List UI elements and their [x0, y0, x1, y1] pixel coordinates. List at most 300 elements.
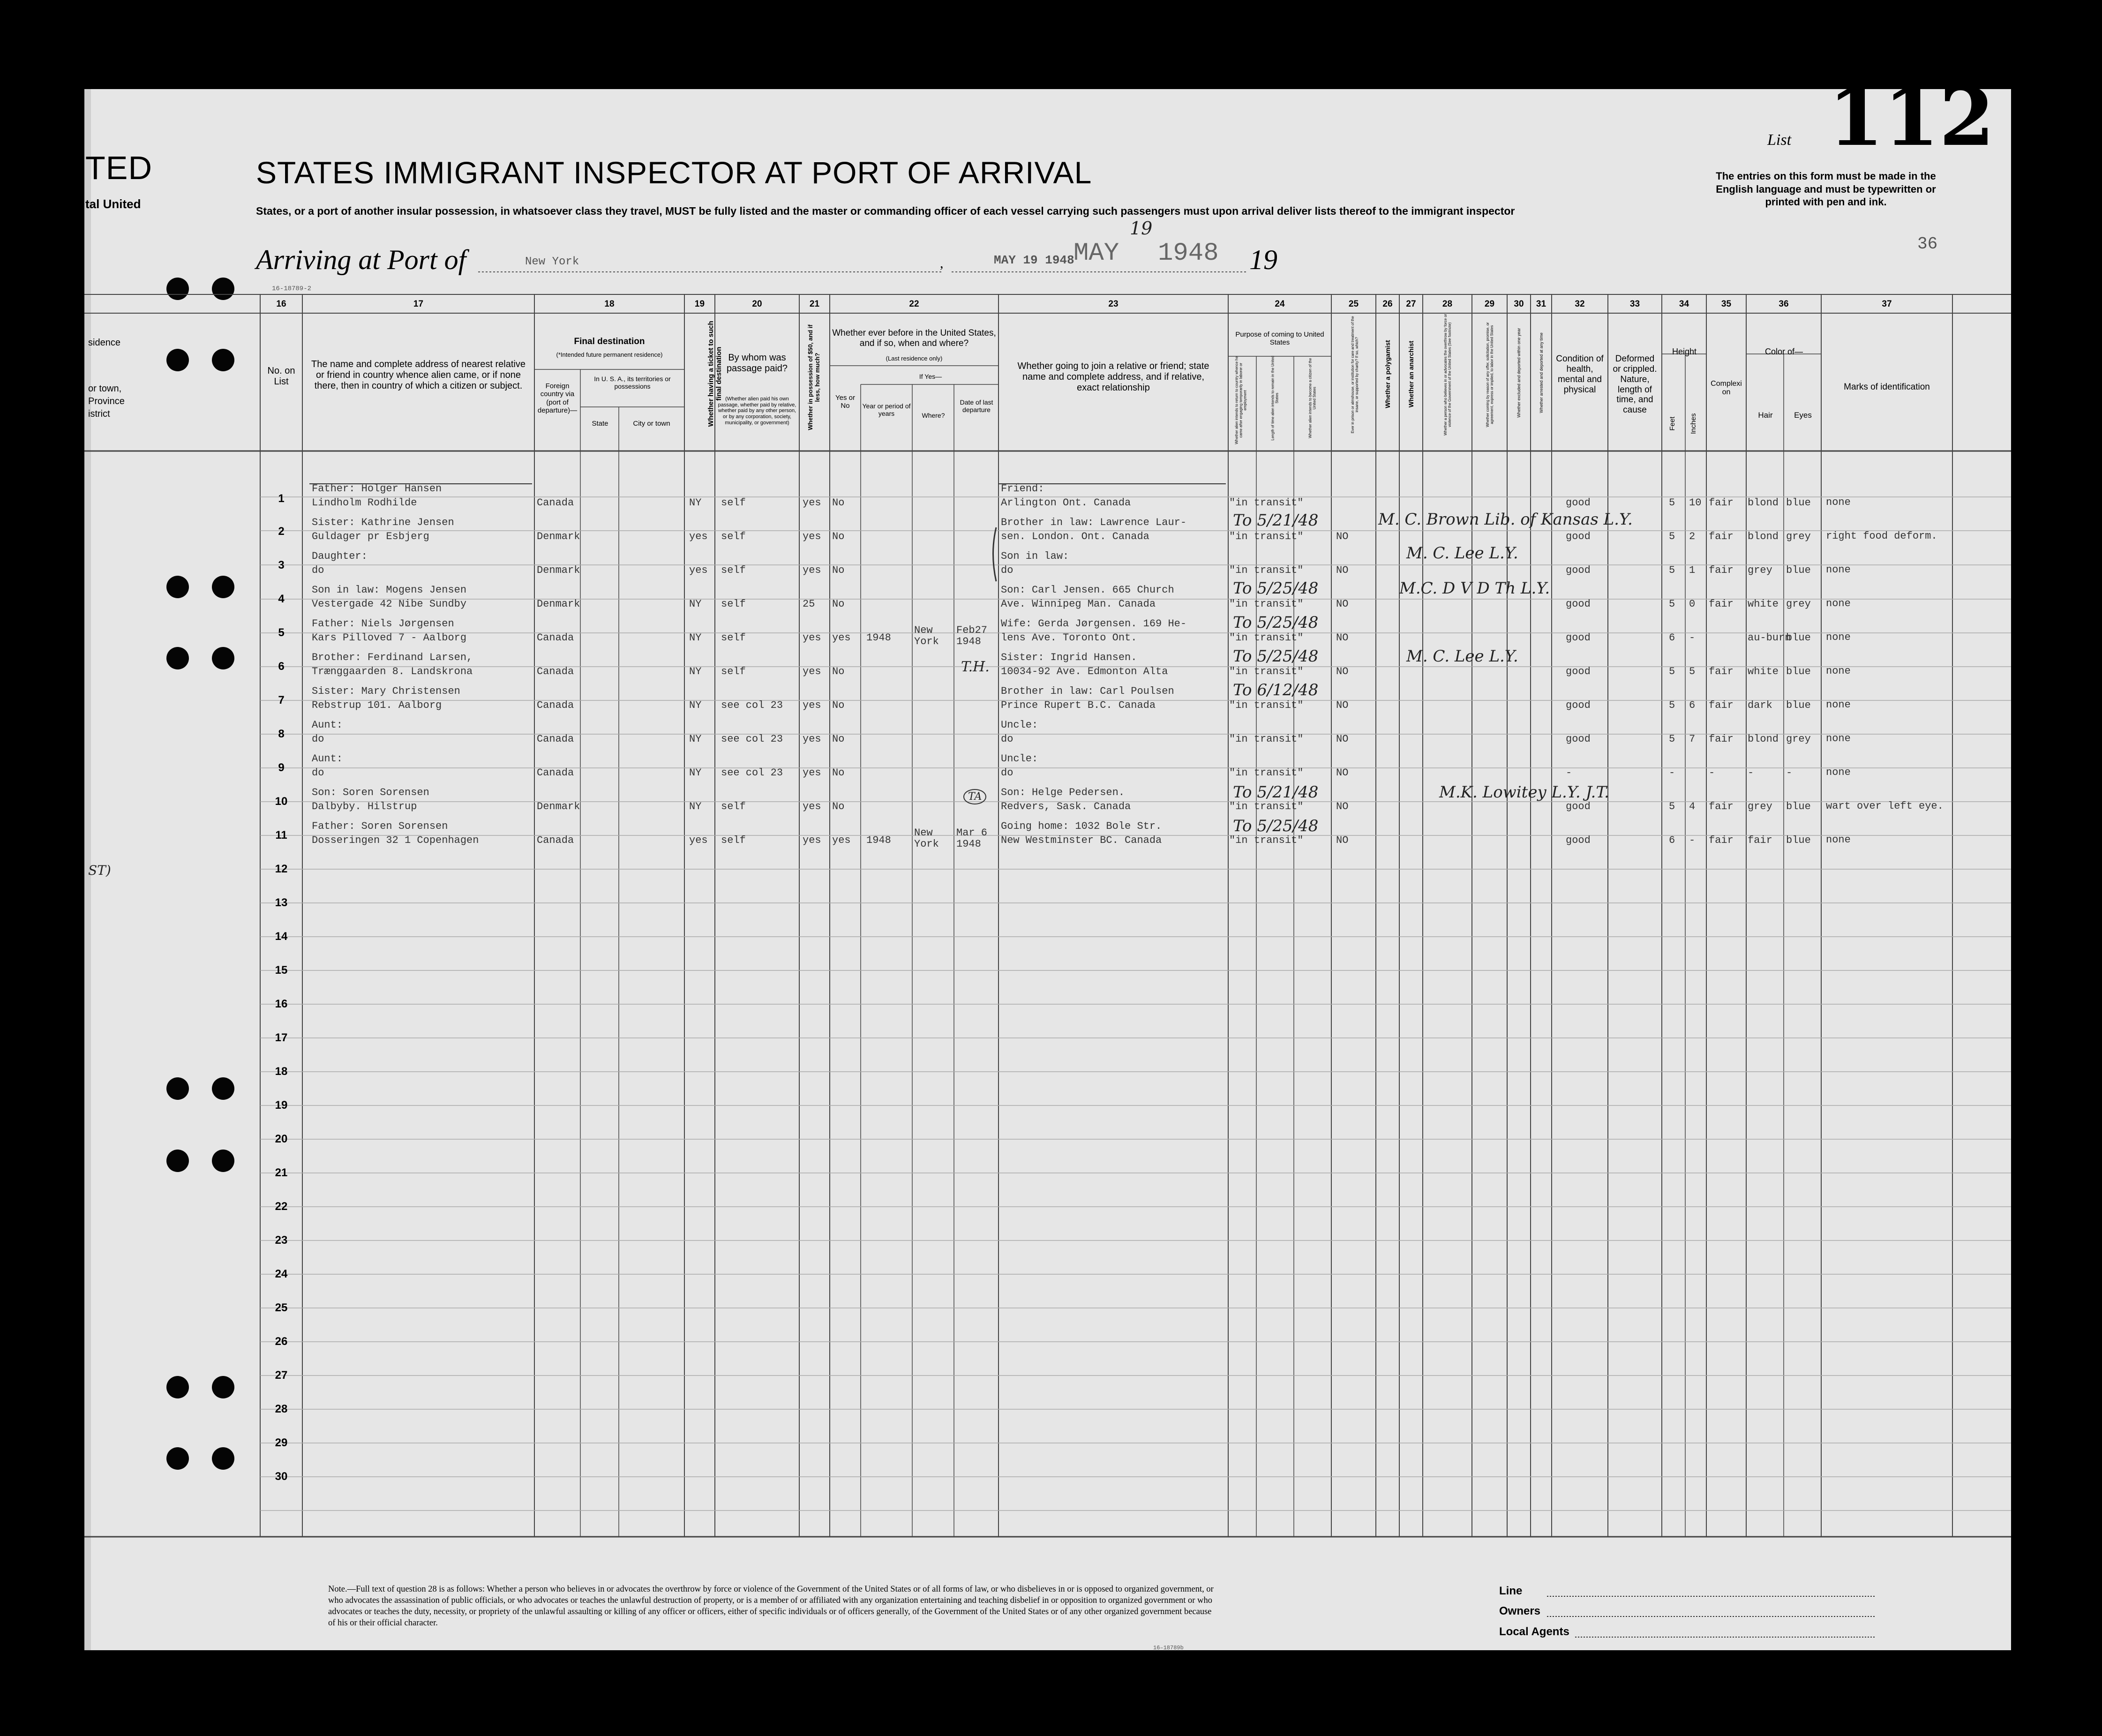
cell-relative-1: Son in law: Mogens Jensen: [312, 584, 467, 596]
port-comma: ,: [940, 256, 944, 271]
cell-marks: none: [1826, 631, 1851, 643]
inspection-note: TA: [963, 789, 986, 804]
header-if-yes: If Yes—: [919, 373, 942, 380]
cell-relative-2: do: [312, 767, 324, 779]
cell-join-2: do: [1001, 767, 1013, 779]
cell-relative-1: Father: Holger Hansen: [312, 483, 442, 495]
date-stamp-large: MAY: [1074, 239, 1119, 268]
cell-join-1: Son: Carl Jensen. 665 Church: [1001, 584, 1174, 596]
cell-inches: 4: [1689, 801, 1696, 812]
cell-eyes: blue: [1786, 632, 1811, 644]
footer-agents-label: Local Agents: [1499, 1625, 1569, 1638]
cell-feet: 6: [1669, 834, 1675, 846]
cell-complexion: fair: [1709, 497, 1734, 509]
cell-relative-2: do: [312, 733, 324, 745]
col-number: 31: [1536, 299, 1546, 309]
cell-cash: yes: [803, 801, 821, 812]
date-year: 1948: [1158, 239, 1219, 268]
cell-relative-2: Lindholm Rodhilde: [312, 497, 417, 509]
cell-join-2: 10034-92 Ave. Edmonton Alta: [1001, 666, 1168, 677]
cell-foreign: Denmark: [537, 531, 580, 542]
cell-complexion: fair: [1709, 666, 1734, 677]
list-number: 112: [1828, 70, 1995, 164]
cell-purpose: "in transit": [1229, 632, 1304, 644]
cell-feet: 5: [1669, 801, 1675, 812]
cell-feet: 6: [1669, 632, 1675, 644]
header-final-destination-note: (*Intended future permanent residence): [556, 351, 663, 358]
cell-before: No: [832, 598, 845, 610]
cell-inches: 5: [1689, 666, 1696, 677]
col-number: 17: [413, 299, 424, 309]
cell-paid: self: [721, 497, 746, 509]
header-purpose-sub: Whether alien intends to become a citizen of the United States: [1308, 358, 1317, 438]
cell-complexion: fair: [1709, 598, 1734, 610]
header-height: Height: [1672, 347, 1697, 356]
header-in-usa: In U. S. A., its territories or possessions: [594, 375, 671, 391]
cell-feet: 5: [1669, 666, 1675, 677]
cell-ticket: NY: [689, 632, 702, 644]
cell-marks: none: [1826, 564, 1851, 576]
header-ever-before: Whether ever before in the United States, and if so, when and where?: [832, 328, 996, 348]
col-number: 18: [604, 299, 615, 309]
cell-relative-1: Son: Soren Sorensen: [312, 787, 429, 798]
header-purpose-sub: Length of time alien intends to remain in the United States: [1270, 355, 1279, 441]
header-col30: Whether excluded and deported within one year: [1516, 328, 1521, 418]
cell-relative-1: Aunt:: [312, 753, 343, 765]
cell-complexion: fair: [1709, 801, 1734, 812]
cell-cash: yes: [803, 699, 821, 711]
row-number: 5: [278, 626, 285, 639]
cell-condition: good: [1566, 801, 1591, 812]
cell-condition: good: [1566, 598, 1591, 610]
cell-join-1: Uncle:: [1001, 753, 1038, 765]
header-final-destination: Final destination: [574, 337, 645, 346]
col-number: 24: [1275, 299, 1285, 309]
row-number: 16: [275, 998, 288, 1010]
cell-join-2: do: [1001, 733, 1013, 745]
page-number: 36: [1917, 234, 1938, 254]
left-fragment-heading: TED: [85, 150, 152, 186]
header-city: City or town: [633, 420, 670, 428]
cell-before: yes: [832, 632, 851, 644]
row-number: 21: [275, 1166, 288, 1179]
cell-hair: au-burn: [1748, 632, 1791, 644]
header-eyes: Eyes: [1794, 411, 1812, 420]
cell-purpose: "in transit": [1229, 834, 1304, 846]
footer-owners-label: Owners: [1499, 1605, 1541, 1617]
row-number: 28: [275, 1403, 288, 1415]
date-hand-day: 19: [1130, 218, 1153, 239]
cell-foreign: Canada: [537, 699, 574, 711]
cell-marks: none: [1826, 665, 1851, 677]
row-number: 19: [275, 1099, 288, 1112]
cell-paid: self: [721, 834, 746, 846]
inspection-note: To 5/25/48: [1233, 647, 1319, 666]
cell-purpose: "in transit": [1229, 564, 1304, 576]
cell-join-2: lens Ave. Toronto Ont.: [1001, 632, 1137, 644]
cell-hair: fair: [1748, 834, 1772, 846]
cell-complexion: fair: [1709, 531, 1734, 542]
cell-hair: -: [1748, 767, 1754, 779]
cell-ticket: NY: [689, 767, 702, 779]
cell-join-2: sen. London. Ont. Canada: [1001, 531, 1149, 542]
cell-marks: none: [1826, 496, 1851, 508]
cell-marks: none: [1826, 733, 1851, 744]
cell-ticket: yes: [689, 564, 708, 576]
row-number: 25: [275, 1301, 288, 1314]
header-condition: Condition of health, mental and physical: [1556, 354, 1604, 395]
cell-join-2: Redvers, Sask. Canada: [1001, 801, 1131, 812]
cell-paid: see col 23: [721, 699, 783, 711]
cell-q25: NO: [1336, 767, 1349, 779]
cell-inches: -: [1689, 632, 1696, 644]
cell-condition: good: [1566, 632, 1591, 644]
row-number: 15: [275, 964, 288, 977]
header-hair: Hair: [1758, 411, 1773, 420]
cell-before: No: [832, 497, 845, 509]
cell-complexion: -: [1709, 767, 1715, 779]
cell-cash: yes: [803, 767, 821, 779]
cell-inches: 1: [1689, 564, 1696, 576]
header-col31: Whether arrested and deported at any time: [1539, 332, 1544, 413]
inspection-note: To 5/21/48: [1233, 783, 1319, 802]
cell-foreign: Canada: [537, 733, 574, 745]
inspection-note: To 6/12/48: [1233, 681, 1319, 699]
cell-join-1: Brother in law: Carl Poulsen: [1001, 685, 1174, 697]
cell-relative-2: Dalbyby. Hilstrup: [312, 801, 417, 812]
cell-purpose: "in transit": [1229, 666, 1304, 677]
cell-marks: none: [1826, 834, 1851, 846]
cell-eyes: blue: [1786, 834, 1811, 846]
cell-before: No: [832, 767, 845, 779]
header-complexion: Complexion: [1711, 380, 1742, 397]
cell-eyes: grey: [1786, 598, 1811, 610]
cell-year: 1948: [866, 834, 891, 846]
row-number: 24: [275, 1268, 288, 1280]
cell-before: No: [832, 666, 845, 677]
cell-join-1: Uncle:: [1001, 719, 1038, 731]
english-instructions: The entries on this form must be made in the English language and must be typewritten or printed with pen and ink.: [1716, 170, 1936, 208]
cell-foreign: Canada: [537, 666, 574, 677]
cell-feet: 5: [1669, 699, 1675, 711]
col-number: 36: [1779, 299, 1789, 309]
cell-q25: NO: [1336, 801, 1349, 812]
cell-relative-1: Aunt:: [312, 719, 343, 731]
cell-relative-2: Trænggaarden 8. Landskrona: [312, 666, 473, 677]
col-number: 21: [809, 299, 820, 309]
cell-before: No: [832, 733, 845, 745]
cell-paid: self: [721, 666, 746, 677]
cell-relative-2: Kars Pilloved 7 - Aalborg: [312, 632, 467, 644]
header-polygamist: Whether a polygamist: [1383, 340, 1391, 408]
footer-note: Note.—Full text of question 28 is as follows: Whether a person who believes in or advocates the overthrow by force or violence of the Government of the United States or of all forms of law, or who disbelieves in or is opposed to organized government, or who advocates the assassination of public officials, or who advocates or teaches the unlawful destruction of property, or is a member of or affiliated with any organization entertaining and teaching disbelief in or opposition to organized government or who advocates or teaches the duty, necessity, or propriety of the unlawful assaulting or killing of any officer or officers, either of specific individuals or of officers generally, of the Government of the United States or of any other organized government because of his or their official character.: [328, 1585, 1214, 1628]
cell-hair: blond: [1748, 497, 1779, 509]
row-number: 18: [275, 1065, 288, 1078]
row-number: 10: [275, 795, 288, 808]
col-number: 26: [1382, 299, 1393, 309]
cell-join-2: Ave. Winnipeg Man. Canada: [1001, 598, 1156, 610]
header-col29: Whether coming by reason of any offer, solicitation, promise, or agreement, express or implied, to labor in the United States: [1485, 322, 1494, 427]
row-number: 22: [275, 1200, 288, 1213]
row-number: 30: [275, 1470, 288, 1483]
cell-complexion: fair: [1709, 699, 1734, 711]
cell-before: No: [832, 699, 845, 711]
cell-join-1: Wife: Gerda Jørgensen. 169 He-: [1001, 618, 1187, 630]
cell-hair: blond: [1748, 733, 1779, 745]
header-anarchist: Whether an anarchist: [1407, 340, 1415, 408]
cell-q25: NO: [1336, 564, 1349, 576]
cell-relative-1: Father: Niels Jørgensen: [312, 618, 454, 630]
header-ticket: Whether having a ticket to such final destination: [706, 321, 723, 427]
cell-cash: yes: [803, 733, 821, 745]
cell-condition: good: [1566, 497, 1591, 509]
cell-q25: NO: [1336, 834, 1349, 846]
cell-feet: 5: [1669, 564, 1675, 576]
cell-before: No: [832, 801, 845, 812]
header-deformed: Deformed or crippled. Nature, length of time, and cause: [1613, 354, 1657, 415]
cell-relative-2: Vestergade 42 Nibe Sundby: [312, 598, 467, 610]
header-marks: Marks of identification: [1844, 382, 1930, 392]
cell-foreign: Denmark: [537, 564, 580, 576]
cell-eyes: blue: [1786, 801, 1811, 812]
cell-cash: yes: [803, 834, 821, 846]
row-number: 11: [275, 829, 287, 842]
header-foreign-country: Foreign country via (port of departure)—: [537, 382, 578, 414]
cell-hair: white: [1748, 598, 1779, 610]
cell-cash: yes: [803, 666, 821, 677]
cell-paid: self: [721, 564, 746, 576]
cell-eyes: blue: [1786, 666, 1811, 677]
cell-purpose: "in transit": [1229, 699, 1304, 711]
col-number: 28: [1442, 299, 1453, 309]
form-subtitle: States, or a port of another insular possession, in whatsoever class they travel, MUST be fully listed and the master or commanding officer of each vessel carrying such passengers must upon arrival deliver lists thereof to the immigrant inspector: [256, 205, 1515, 217]
cell-marks: none: [1826, 767, 1851, 778]
cell-cash: yes: [803, 632, 821, 644]
row-number: 8: [278, 728, 285, 740]
cell-feet: 5: [1669, 598, 1675, 610]
cell-join-1: Friend:: [1001, 483, 1044, 495]
cell-q25: NO: [1336, 632, 1349, 644]
cell-join-2: do: [1001, 564, 1013, 576]
cell-where: New York: [914, 827, 939, 850]
header-where: Where?: [922, 412, 945, 419]
cell-purpose: "in transit": [1229, 801, 1304, 812]
col-number: 29: [1484, 299, 1495, 309]
cell-relative-1: Daughter:: [312, 550, 368, 562]
cell-condition: good: [1566, 733, 1591, 745]
cell-eyes: grey: [1786, 531, 1811, 542]
cell-relative-2: do: [312, 564, 324, 576]
col-number: 27: [1406, 299, 1416, 309]
cell-condition: good: [1566, 699, 1591, 711]
cell-eyes: grey: [1786, 733, 1811, 745]
cell-before: No: [832, 564, 845, 576]
cell-inches: -: [1689, 834, 1696, 846]
cell-condition: good: [1566, 564, 1591, 576]
cell-join-1: Brother in law: Lawrence Laur-: [1001, 517, 1187, 528]
cell-inches: 10: [1689, 497, 1702, 509]
col-number: 22: [909, 299, 919, 309]
cell-relative-1: Father: Soren Sorensen: [312, 820, 448, 832]
arriving-label: Arriving at Port of: [256, 244, 466, 275]
row-number: 26: [275, 1335, 288, 1348]
cell-marks: wart over left eye.: [1826, 800, 1944, 812]
header-by-whom: By whom was passage paid?: [726, 353, 788, 374]
cell-purpose: "in transit": [1229, 531, 1304, 542]
form-code: 16-18789-2: [272, 285, 312, 293]
col-number: 37: [1882, 299, 1892, 309]
cell-inches: 6: [1689, 699, 1696, 711]
cell-eyes: blue: [1786, 497, 1811, 509]
cell-cash: yes: [803, 497, 821, 509]
cell-foreign: Canada: [537, 767, 574, 779]
inspection-note: To 5/25/48: [1233, 613, 1319, 632]
form-title: STATES IMMIGRANT INSPECTOR AT PORT OF ARRIVAL: [256, 155, 1092, 190]
header-purpose: Purpose of coming to United States: [1235, 331, 1324, 347]
cell-q25: NO: [1336, 598, 1349, 610]
left-margin-label: istrict: [88, 409, 110, 419]
cell-condition: good: [1566, 834, 1591, 846]
header-by-whom-note: (Whether alien paid his own passage, whether paid by relative, whether paid by any other person, or by any corporation, society, municipality, or government): [718, 396, 796, 426]
year-prefix: 19: [1249, 244, 1277, 275]
cell-feet: -: [1669, 767, 1675, 779]
cell-foreign: Canada: [537, 834, 574, 846]
col-number: 20: [752, 299, 762, 309]
cell-ticket: NY: [689, 598, 702, 610]
cell-paid: self: [721, 801, 746, 812]
cell-cash: 25: [803, 598, 815, 610]
cell-purpose: "in transit": [1229, 497, 1304, 509]
cell-eyes: blue: [1786, 699, 1811, 711]
col-number: 30: [1514, 299, 1524, 309]
header-color-of: Color of—: [1764, 347, 1803, 356]
cell-hair: blond: [1748, 531, 1779, 542]
row-number: 13: [275, 896, 288, 909]
inspection-note: M. C. Lee L.Y.: [1406, 647, 1518, 666]
row-number: 12: [275, 863, 288, 875]
cell-q25: NO: [1336, 699, 1349, 711]
header-col28: Whether a person who believes in or advocates the overthrow by force or violence of the Government of the United States (See footnote): [1443, 314, 1452, 436]
header-joining: Whether going to join a relative or friend; state name and complete address, and if relative, exact relationship: [1017, 361, 1209, 393]
cell-year: 1948: [866, 632, 891, 644]
cell-feet: 5: [1669, 531, 1675, 542]
cell-complexion: fair: [1709, 564, 1734, 576]
cell-relative-1: Sister: Mary Christensen: [312, 685, 460, 697]
cell-ticket: yes: [689, 834, 708, 846]
cell-foreign: Denmark: [537, 598, 580, 610]
footer-form-code: 16–18789b: [1153, 1645, 1184, 1651]
row-number: 4: [278, 593, 285, 605]
cell-relative-1: Sister: Kathrine Jensen: [312, 517, 454, 528]
cell-condition: -: [1566, 767, 1572, 779]
cell-where: New York: [914, 624, 939, 648]
cell-join-1: Going home: 1032 Bole Str.: [1001, 820, 1162, 832]
row-number: 7: [278, 694, 285, 706]
cell-hair: grey: [1748, 564, 1772, 576]
header-inches: Inches: [1689, 413, 1697, 434]
row-number: 2: [278, 525, 285, 538]
cell-before: No: [832, 531, 845, 542]
cell-paid: see col 23: [721, 767, 783, 779]
date-stamp: MAY 19 1948: [994, 253, 1074, 267]
cell-hair: grey: [1748, 801, 1772, 812]
cell-foreign: Canada: [537, 632, 574, 644]
row-number: 14: [275, 930, 288, 943]
cell-join-2: New Westminster BC. Canada: [1001, 834, 1162, 846]
cell-relative-2: Guldager pr Esbjerg: [312, 531, 429, 542]
cell-ticket: NY: [689, 801, 702, 812]
inspection-note: M. C. Brown Lib. of Kansas L.Y.: [1378, 510, 1633, 529]
cell-join-2: Prince Rupert B.C. Canada: [1001, 699, 1156, 711]
row-number: 9: [278, 761, 285, 774]
inspection-note: To 5/21/48: [1233, 511, 1319, 530]
cell-hair: white: [1748, 666, 1779, 677]
col-number: 16: [276, 299, 286, 309]
cell-purpose: "in transit": [1229, 598, 1304, 610]
header-yes-no: Yes or No: [835, 394, 855, 410]
row-number: 23: [275, 1234, 288, 1247]
cell-eyes: blue: [1786, 564, 1811, 576]
header-ever-before-note: (Last residence only): [886, 355, 943, 362]
left-margin-label: sidence: [88, 338, 120, 348]
cell-ticket: NY: [689, 497, 702, 509]
inspection-note: To 5/25/48: [1233, 817, 1319, 835]
list-label: List: [1767, 131, 1792, 149]
cell-paid: see col 23: [721, 733, 783, 745]
row-number: 17: [275, 1031, 288, 1044]
left-margin-mark: ST): [88, 863, 111, 878]
cell-q25: NO: [1336, 666, 1349, 677]
cell-q25: NO: [1336, 531, 1349, 542]
cell-marks: none: [1826, 699, 1851, 711]
cell-q25: NO: [1336, 733, 1349, 745]
cell-before: yes: [832, 834, 851, 846]
row-number: 3: [278, 559, 285, 571]
col-number: 19: [694, 299, 705, 309]
cell-join-1: Son: Helge Pedersen.: [1001, 787, 1125, 798]
cell-departure: Mar 6 1948: [956, 827, 988, 850]
row-number: 27: [275, 1369, 288, 1382]
header-state: State: [592, 420, 608, 428]
cell-relative-2: Rebstrup 101. Aalborg: [312, 699, 442, 711]
cell-complexion: fair: [1709, 733, 1734, 745]
col-number: 34: [1679, 299, 1689, 309]
inspection-note: M.C. D V D Th L.Y.: [1399, 579, 1550, 598]
col-number: 33: [1629, 299, 1640, 309]
inspection-note: T.H.: [961, 659, 990, 675]
cell-join-1: Sister: Ingrid Hansen.: [1001, 652, 1137, 663]
row-number: 29: [275, 1436, 288, 1449]
cell-paid: self: [721, 632, 746, 644]
header-prison: Ever in prison or almshouse, or institution for care and treatment of the insane, or supported by charity? If so, which?: [1350, 316, 1359, 434]
inspection-note: M.K. Lowitey L.Y. J.T.: [1439, 783, 1609, 802]
cell-paid: self: [721, 531, 746, 542]
cell-inches: 2: [1689, 531, 1696, 542]
col-number: 25: [1348, 299, 1359, 309]
cell-cash: yes: [803, 531, 821, 542]
cell-condition: good: [1566, 531, 1591, 542]
col-number: 35: [1721, 299, 1732, 309]
inspection-note: To 5/25/48: [1233, 579, 1319, 598]
cell-inches: 0: [1689, 598, 1696, 610]
cell-complexion: fair: [1709, 834, 1734, 846]
left-margin-label: Province: [88, 396, 125, 406]
footer-line-label: Line: [1499, 1585, 1523, 1597]
header-year-period: Year or period of years: [862, 402, 911, 418]
cell-condition: good: [1566, 666, 1591, 677]
port-value: New York: [525, 256, 579, 268]
row-number: 1: [278, 492, 285, 505]
